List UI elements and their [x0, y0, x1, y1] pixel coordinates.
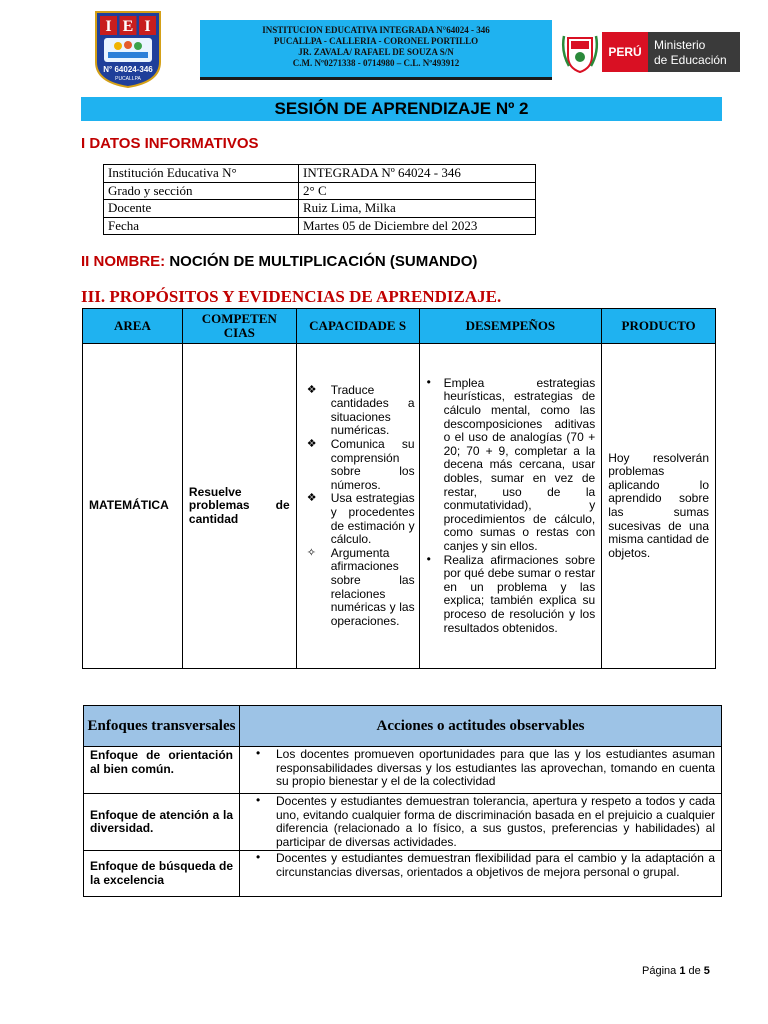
svg-text:E: E — [122, 18, 134, 35]
page-separator: de — [685, 965, 704, 977]
capacities-list — [297, 384, 415, 629]
performances-list — [420, 374, 602, 635]
info-label: Grado y sección — [104, 182, 299, 200]
approach-action — [240, 851, 722, 897]
session-name-value: NOCIÓN DE MULTIPLICACIÓN (SUMANDO) — [165, 253, 478, 270]
header-product: PRODUCTO — [602, 309, 716, 344]
info-value: INTEGRADA Nº 64024 - 346 — [299, 165, 536, 183]
header-actions: Acciones o actitudes observables — [240, 706, 722, 747]
info-value: Martes 05 de Diciembre del 2023 — [299, 217, 536, 235]
info-label: Fecha — [104, 217, 299, 235]
approach-action — [240, 794, 722, 851]
total-pages: 5 — [703, 965, 710, 977]
institution-codes: C.M. Nº0271338 - 0714980 – C.L. Nº493912 — [292, 58, 460, 68]
capacity-text: Traduce cantidades a situaciones numéricas. — [330, 382, 415, 438]
bullet-icon: • — [256, 746, 261, 760]
info-label: Institución Educativa N° — [104, 165, 299, 183]
session-name-label: II NOMBRE: — [81, 253, 166, 270]
capacity-text: Comunica su comprensión sobre los números. — [330, 437, 415, 492]
svg-text:I: I — [144, 18, 151, 35]
list-item — [420, 551, 602, 636]
approach-name: Enfoque de búsqueda de la excelencia — [84, 851, 240, 897]
session-title: SESIÓN DE APRENDIZAJE Nº 2 — [81, 97, 722, 121]
capacity-text: Argumenta afirmaciones sobre las relaciones numéricas y las operaciones. — [330, 545, 415, 628]
info-value: 2° C — [299, 182, 536, 200]
list-item — [297, 547, 415, 629]
table-row — [83, 344, 716, 669]
bullet-icon: • — [426, 374, 431, 389]
svg-text:PERÚ: PERÚ — [608, 45, 642, 59]
table-row — [84, 747, 722, 794]
info-value: Ruiz Lima, Milka — [299, 200, 536, 218]
performances-cell — [419, 344, 602, 669]
svg-text:N° 64024-346: N° 64024-346 — [103, 65, 153, 74]
approach-action-text: Docentes y estudiantes demuestran tolerancia, apertura y respeto a todos y cada uno, evitando cualquier forma de discriminación basada en el prejuicio a cualquier diferencia (relacionado a lo físico, a sus gustos, preferencias y habilidades) al participar de diversas actividades. — [276, 794, 715, 849]
bullet-icon: • — [426, 551, 431, 566]
list-item — [297, 438, 415, 492]
table-row — [104, 182, 536, 200]
institution-name: INSTITUCION EDUCATIVA INTEGRADA N°64024 - 346 — [262, 25, 490, 35]
institution-header — [200, 20, 552, 80]
section-purposes-heading: III. PROPÓSITOS Y EVIDENCIAS DE APRENDIZAJE. — [81, 287, 502, 306]
table-row — [104, 200, 536, 218]
performance-text: Emplea estrategias heurísticas, estrategias de cálculo mental, como las descomposiciones aditivas o el uso de analogías (70 + 20; 70 + 9, completar a la decena más cercana, usar dobles, sumar en vez de restar, uso de la conmutatividad), y procedimientos de cálculo, como sumas o restas con canjes y sin ellos. — [443, 375, 596, 553]
table-row — [84, 794, 722, 851]
purposes-table — [82, 308, 716, 669]
info-label: Docente — [104, 200, 299, 218]
session-name — [81, 253, 477, 270]
page-number — [642, 965, 710, 977]
school-logo — [94, 10, 162, 88]
diamond-bullet-icon: ❖ — [306, 438, 317, 451]
diamond-bullet-icon: ❖ — [306, 492, 317, 505]
table-header-row — [83, 309, 716, 344]
institution-address: JR. ZAVALA/ RAFAEL DE SOUZA S/N — [298, 47, 454, 57]
header-capacities: CAPACIDADE S — [296, 309, 419, 344]
capacities-cell — [296, 344, 419, 669]
table-row — [104, 165, 536, 183]
institution-location: PUCALLPA - CALLERIA - CORONEL PORTILLO — [273, 36, 479, 46]
bullet-icon: • — [256, 850, 261, 865]
competence-cell: Resuelve problemas de cantidad — [182, 344, 296, 669]
table-row — [104, 217, 536, 235]
header-approaches: Enfoques transversales — [84, 706, 240, 747]
approach-action — [240, 747, 722, 794]
bullet-icon: • — [256, 793, 261, 807]
approach-action-text: Los docentes promueven oportunidades para que las y los estudiantes asuman responsabilidades diversas y los estudiantes las aprovechan, tomando en cuenta su propio bienestar y el de la colectividad — [276, 747, 715, 789]
product-cell: Hoy resolverán problemas aplicando lo aprendido sobre las sumas sucesivas de una misma cantidad de objetos. — [602, 344, 716, 669]
section-informative-data-heading: I DATOS INFORMATIVOS — [81, 135, 259, 152]
header-competences: COMPETEN CIAS — [182, 309, 296, 344]
svg-text:I: I — [105, 18, 112, 35]
approach-name: Enfoque de atención a la diversidad. — [84, 794, 240, 851]
peru-shield-icon — [563, 36, 597, 72]
performance-text: Realiza afirmaciones sobre por qué debe sumar o restar en un problema y las explica; también explica su proceso de resolución y los resultados obtenidos. — [443, 552, 596, 635]
list-item — [297, 492, 415, 546]
page-prefix: Página — [642, 965, 680, 977]
approach-name: Enfoque de orientación al bien común. — [84, 747, 240, 794]
svg-text:PUCALLPA: PUCALLPA — [115, 76, 141, 82]
list-item — [297, 384, 415, 438]
svg-text:de Educación: de Educación — [654, 53, 727, 67]
current-page: 1 — [679, 965, 686, 977]
header-area: AREA — [83, 309, 183, 344]
table-row — [84, 851, 722, 897]
sparkle-bullet-icon: ✧ — [306, 546, 316, 559]
header-performances: DESEMPEÑOS — [419, 309, 602, 344]
ministry-logo — [560, 30, 742, 74]
approaches-table — [83, 705, 722, 897]
informative-data-table — [103, 164, 536, 235]
area-cell: MATEMÁTICA — [83, 344, 183, 669]
approach-action-text: Docentes y estudiantes demuestran flexibilidad para el cambio y la adaptación a circunstancias diversas, orientados a objetivos de mejora personal o grupal. — [276, 851, 715, 879]
table-header-row — [84, 706, 722, 747]
svg-text:Ministerio: Ministerio — [654, 38, 706, 52]
diamond-bullet-icon: ❖ — [306, 383, 317, 396]
capacity-text: Usa estrategias y procedentes de estimación y cálculo. — [330, 491, 415, 547]
list-item — [420, 374, 602, 554]
